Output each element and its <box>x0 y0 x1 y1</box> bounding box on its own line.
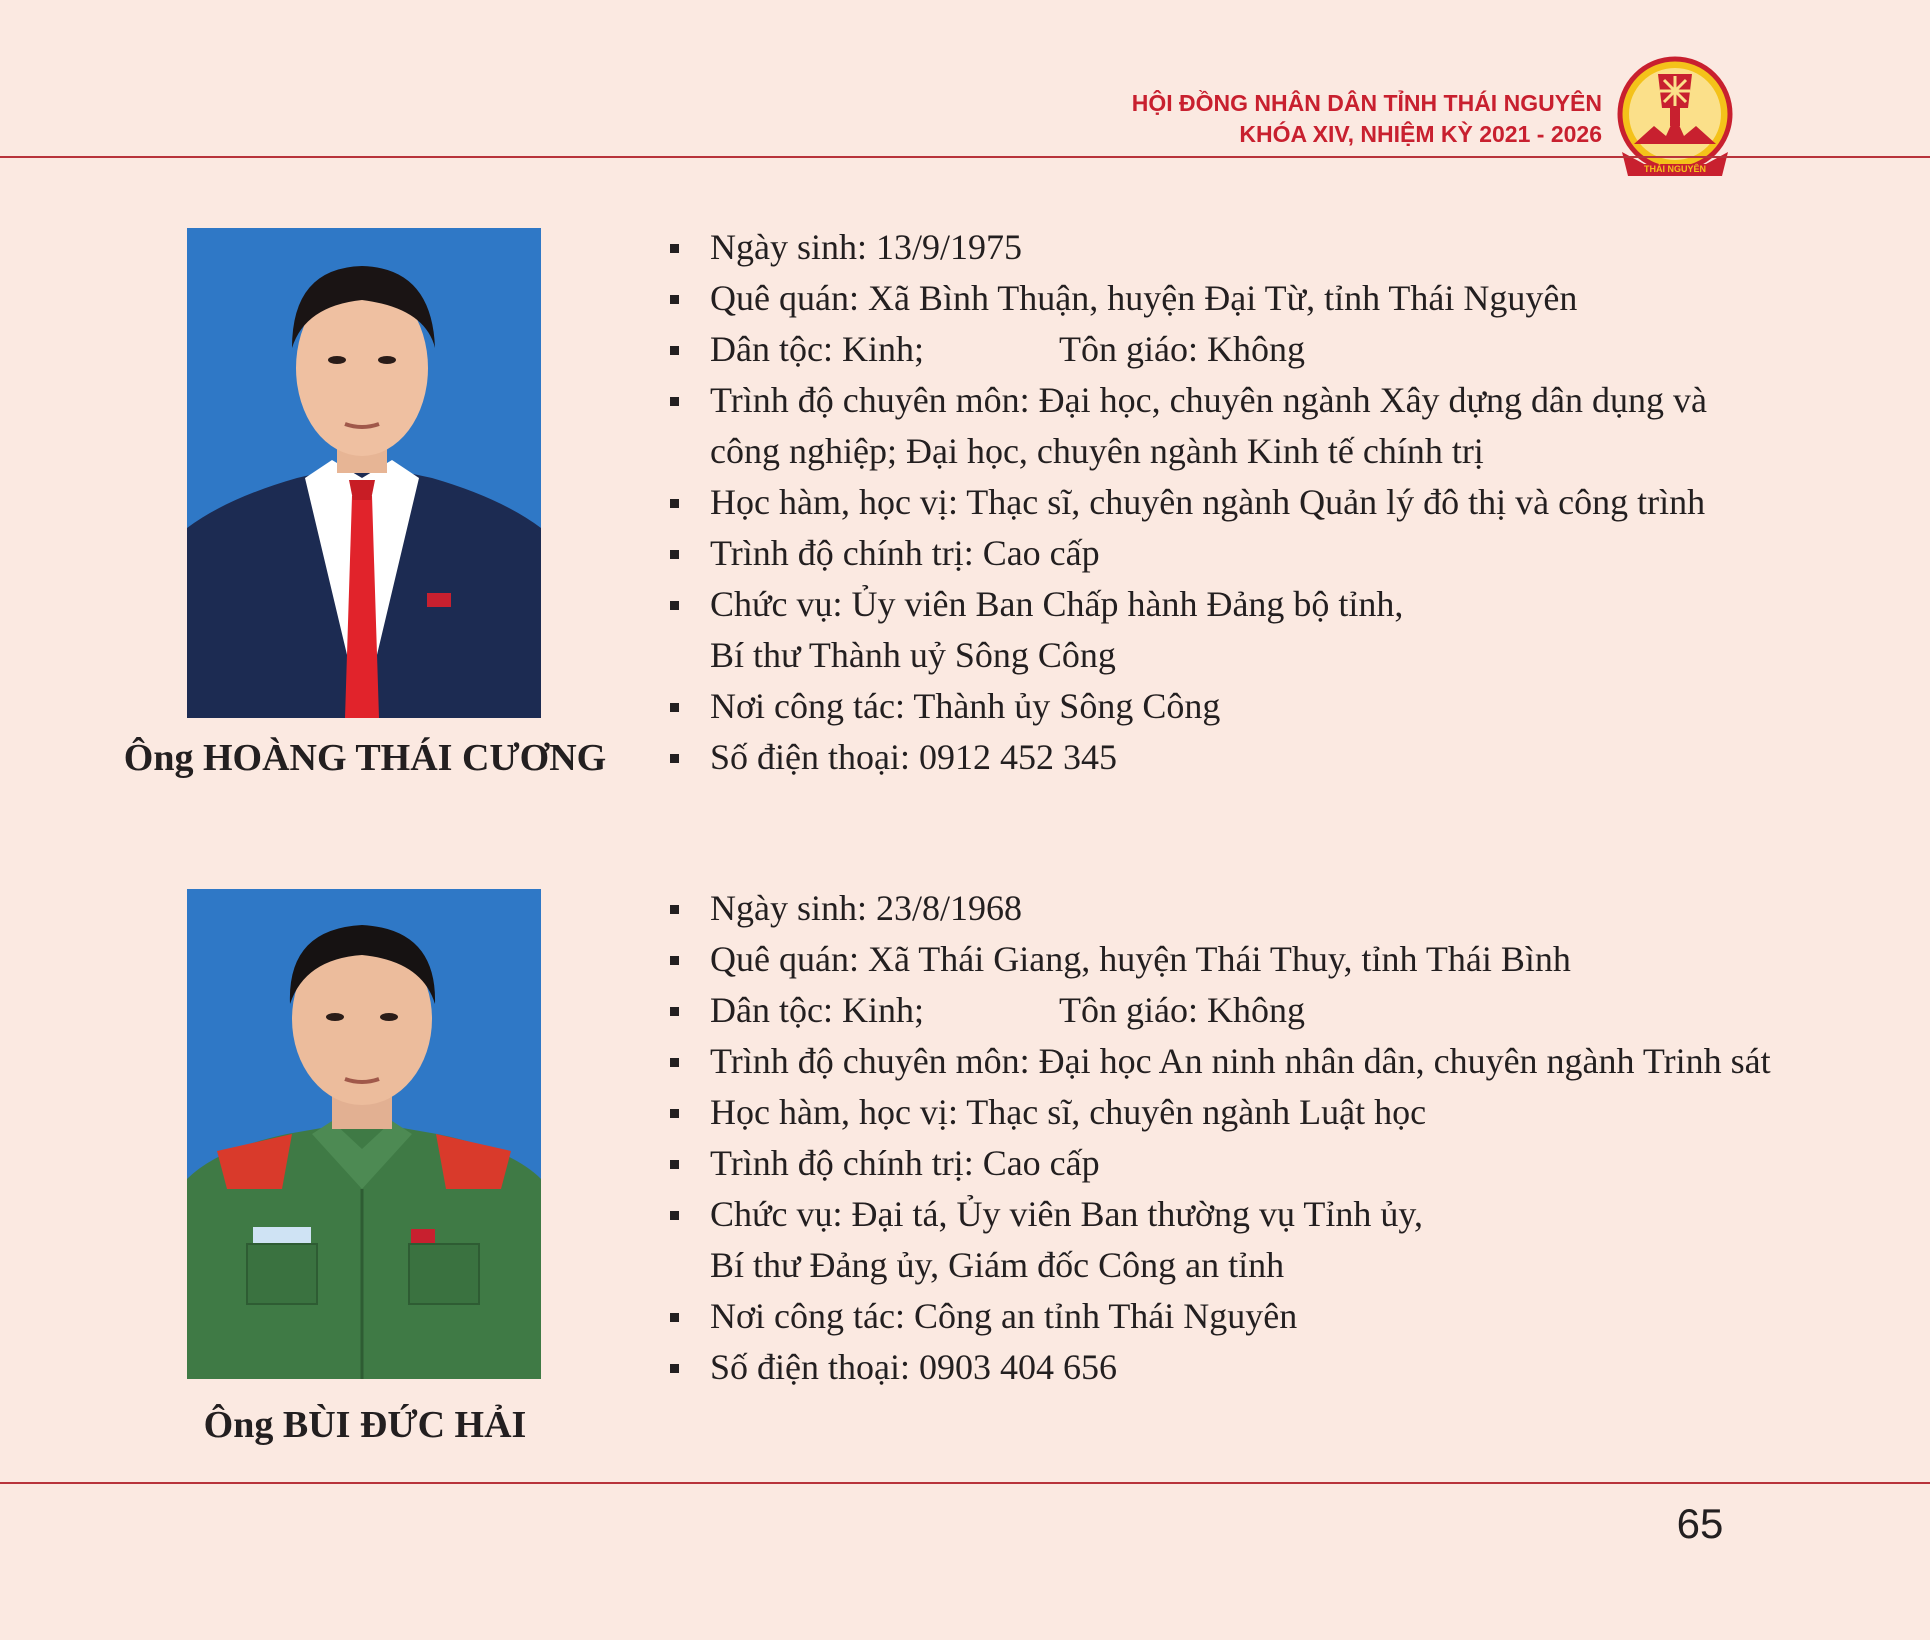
portrait-photo <box>187 889 541 1379</box>
info-hometown: Quê quán: Xã Thái Giang, huyện Thái Thuy, tỉnh Thái Bình <box>665 934 1895 985</box>
person-name: Ông HOÀNG THÁI CƯƠNG <box>123 737 607 779</box>
person-info-list <box>665 883 1895 1393</box>
info-politics: Trình độ chính trị: Cao cấp <box>665 1138 1895 1189</box>
info-phone: Số điện thoại: 0912 452 345 <box>665 732 1895 783</box>
info-position-line: Bí thư Thành uỷ Sông Công <box>710 635 1116 675</box>
info-position <box>665 1189 1895 1291</box>
svg-text:THÁI NGUYÊN: THÁI NGUYÊN <box>1643 164 1707 174</box>
info-religion: Tôn giáo: Không <box>1058 329 1305 369</box>
info-degree: Học hàm, học vị: Thạc sĩ, chuyên ngành Quản lý đô thị và công trình <box>665 477 1895 528</box>
info-birth: Ngày sinh: 23/8/1968 <box>665 883 1895 934</box>
info-position-line: Chức vụ: Đại tá, Ủy viên Ban thường vụ Tỉnh ủy, <box>710 1194 1423 1234</box>
info-ethnicity-religion <box>665 324 1895 375</box>
portrait-photo <box>187 228 541 718</box>
header-council-name: HỘI ĐỒNG NHÂN DÂN TỈNH THÁI NGUYÊN <box>1131 90 1602 116</box>
info-workplace: Nơi công tác: Công an tỉnh Thái Nguyên <box>665 1291 1895 1342</box>
header-term: KHÓA XIV, NHIỆM KỲ 2021 - 2026 <box>1239 121 1602 147</box>
info-hometown: Quê quán: Xã Bình Thuận, huyện Đại Từ, tỉnh Thái Nguyên <box>665 273 1895 324</box>
info-education: Trình độ chuyên môn: Đại học An ninh nhân dân, chuyên ngành Trinh sát <box>665 1036 1895 1087</box>
info-education <box>665 375 1895 477</box>
page-number: 65 <box>1676 1500 1724 1547</box>
info-ethnicity: Dân tộc: Kinh; <box>710 990 924 1030</box>
info-education-line: công nghiệp; Đại học, chuyên ngành Kinh tế chính trị <box>710 431 1484 471</box>
info-position-line: Bí thư Đảng ủy, Giám đốc Công an tỉnh <box>710 1245 1285 1285</box>
header-divider <box>0 156 1930 158</box>
info-birth: Ngày sinh: 13/9/1975 <box>665 222 1895 273</box>
info-degree: Học hàm, học vị: Thạc sĩ, chuyên ngành Luật học <box>665 1087 1895 1138</box>
info-phone: Số điện thoại: 0903 404 656 <box>665 1342 1895 1393</box>
province-emblem-icon <box>1614 56 1736 180</box>
info-religion: Tôn giáo: Không <box>1058 990 1305 1030</box>
info-politics: Trình độ chính trị: Cao cấp <box>665 528 1895 579</box>
info-workplace: Nơi công tác: Thành ủy Sông Công <box>665 681 1895 732</box>
person-name: Ông BÙI ĐỨC HẢI <box>203 1404 527 1446</box>
person-info-list <box>665 222 1895 783</box>
page-header <box>1132 88 1602 150</box>
footer-divider <box>0 1482 1930 1484</box>
info-education-line: Trình độ chuyên môn: Đại học, chuyên ngành Xây dựng dân dụng và <box>710 380 1708 420</box>
info-position-line: Chức vụ: Ủy viên Ban Chấp hành Đảng bộ tỉnh, <box>710 584 1404 624</box>
info-ethnicity: Dân tộc: Kinh; <box>710 329 924 369</box>
info-position <box>665 579 1895 681</box>
info-ethnicity-religion <box>665 985 1895 1036</box>
